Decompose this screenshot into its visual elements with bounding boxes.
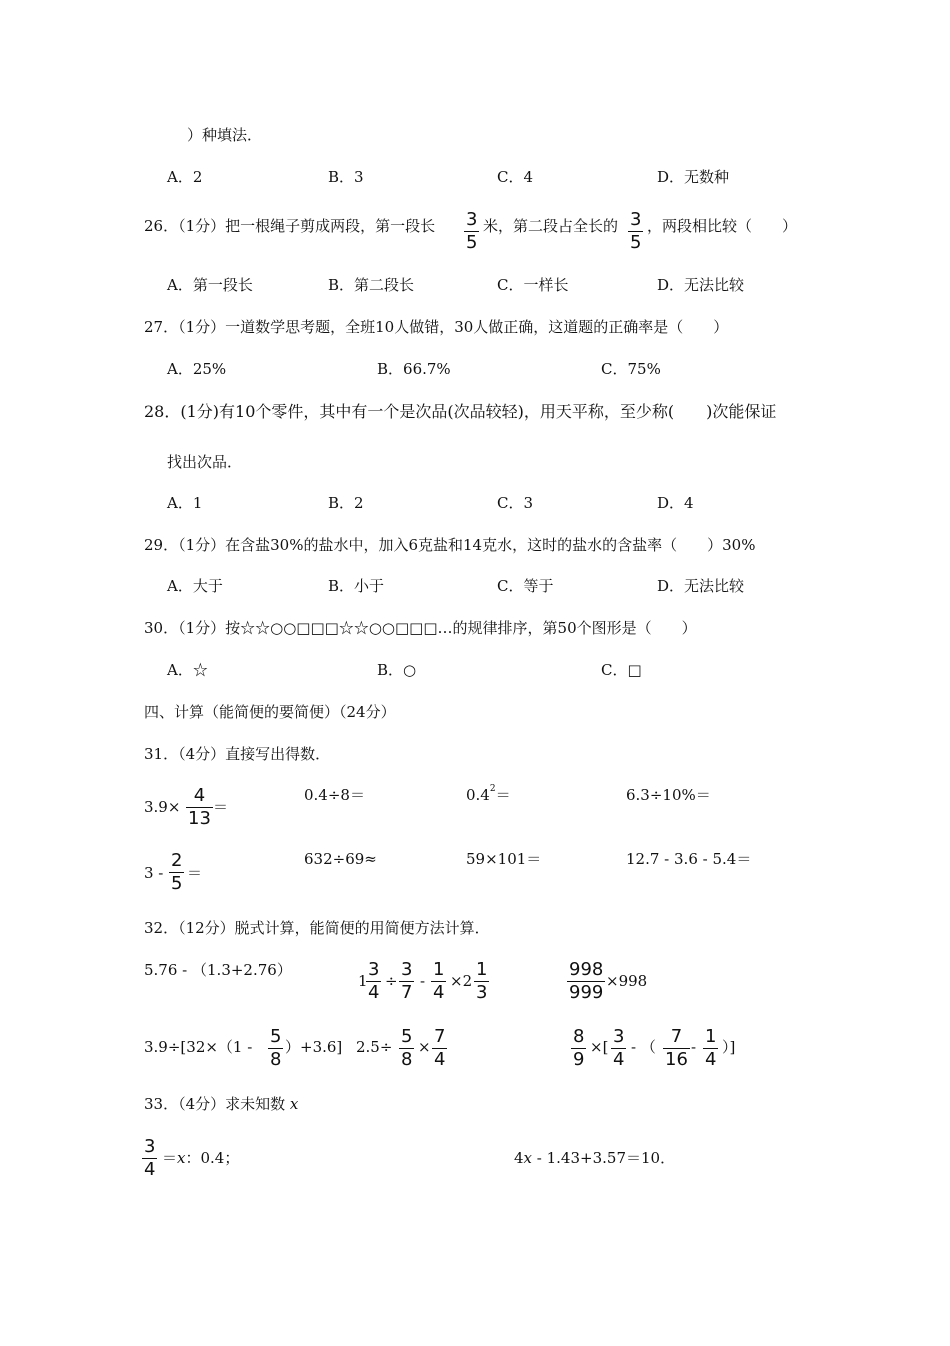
q32-expr-2-frac-2: 3 7 (401, 959, 413, 1003)
q32-expr-2-frac-1: 3 4 (368, 959, 380, 1003)
q32-expr-6-end: ）] (722, 1038, 736, 1056)
q31-title: 31．（4分）直接写出得数． (144, 745, 331, 763)
q32-title: 32．（12分）脱式计算，能简便的用简便方法计算． (144, 919, 490, 937)
q30-option-c[interactable]: C．□ (601, 661, 642, 679)
q26-prefix: 26．（1分）把一根绳子剪成两段，第一段长 (144, 217, 436, 235)
q32-expr-6-frac-1: 8 9 (573, 1026, 585, 1070)
q32-expr-4-lead: 3.9÷[32×（1 - (144, 1038, 253, 1056)
q33-eq-2: 4x - 1.43+3.57＝10． (514, 1149, 676, 1167)
q26-option-b[interactable]: B．第二段长 (328, 276, 415, 294)
q32-expr-1: 5.76 - （1.3+2.76） (144, 961, 292, 979)
q28-line-1: 28．(1分)有10个零件，其中有一个是次品(次品较轻)，用天平称，至少称( )次能保证 (144, 402, 777, 421)
q33-title: 33．（4分）求未知数 x (144, 1095, 299, 1113)
q29-option-b[interactable]: B．小于 (328, 577, 385, 595)
q32-expr-5-lead: 2.5÷ (356, 1038, 393, 1056)
q32-expr-2-frac-3: 1 4 (433, 959, 445, 1003)
q28-line-2: 找出次品． (167, 453, 243, 471)
q31-r2c1-equals: ＝ (187, 864, 203, 882)
q31-r1c1-lead: 3.9× (144, 798, 181, 816)
q31-r2c4: 12.7 - 3.6 - 5.4＝ (626, 850, 752, 868)
q27-text: 27．（1分）一道数学思考题，全班10人做错，30人做正确，这道题的正确率是（ ） (144, 318, 729, 336)
q28-option-a[interactable]: A．1 (167, 494, 203, 512)
q32-expr-3-fraction: 998 999 (569, 959, 604, 1003)
q31-r1c3: $0.4^2=$ (466, 784, 511, 804)
q32-expr-2-frac-4: 1 3 (476, 959, 488, 1003)
q26-fraction-2: 3 5 (630, 209, 642, 253)
q31-r1c4: 6.3÷10%＝ (626, 786, 711, 804)
q25-option-a[interactable]: A．2 (167, 168, 203, 186)
q25-option-b[interactable]: B．3 (328, 168, 364, 186)
q30-text: 30．（1分）按☆☆○○□□□☆☆○○□□□…的规律排序，第50个图形是（ ） (144, 619, 697, 637)
q25-option-d[interactable]: D．无数种 (657, 168, 730, 186)
q29-option-c[interactable]: C．等于 (497, 577, 554, 595)
q32-expr-4-fraction: 5 8 (270, 1026, 282, 1070)
q25-continuation: ）种填法． (187, 126, 263, 144)
q31-r2c1-fraction: 2 5 (171, 850, 183, 894)
q31-r1c1-fraction: 4 13 (188, 785, 211, 829)
q33-eq-1-rest: ＝x：0.4； (162, 1149, 240, 1167)
q32-expr-6-frac-4: 1 4 (705, 1026, 717, 1070)
q32-expr-6-op-3: - (691, 1038, 697, 1056)
q33-eq-1-fraction: 3 4 (144, 1136, 156, 1180)
q27-option-b[interactable]: B．66.7% (377, 360, 451, 378)
q27-option-c[interactable]: C．75% (601, 360, 661, 378)
q32-expr-4-tail: ）+3.6] (285, 1038, 343, 1056)
q29-option-a[interactable]: A．大于 (167, 577, 223, 595)
q32-expr-2-op-3: ×2 (450, 972, 473, 990)
q27-option-a[interactable]: A．25% (167, 360, 227, 378)
q26-option-a[interactable]: A．第一段长 (167, 276, 253, 294)
q32-expr-3-tail: ×998 (606, 972, 648, 990)
q32-expr-6-op-2: - （ (631, 1038, 656, 1056)
q32-expr-6-frac-2: 3 4 (613, 1026, 625, 1070)
q32-expr-6-op-1: ×[ (590, 1038, 609, 1056)
q32-expr-5-frac-2: 7 4 (434, 1026, 446, 1070)
q26-fraction-1: 3 5 (466, 209, 478, 253)
q30-option-a[interactable]: A．☆ (167, 661, 208, 679)
q29-text: 29．（1分）在含盐30%的盐水中，加入6克盐和14克水，这时的盐水的含盐率（ ）30% (144, 536, 756, 554)
q26-middle: 米，第二段占全长的 (483, 217, 619, 235)
q26-option-c[interactable]: C．一样长 (497, 276, 569, 294)
q25-option-c[interactable]: C．4 (497, 168, 534, 186)
q28-option-b[interactable]: B．2 (328, 494, 364, 512)
q28-option-d[interactable]: D．4 (657, 494, 694, 512)
q32-expr-5-frac-1: 5 8 (401, 1026, 413, 1070)
q26-suffix: ，两段相比较（ ） (647, 217, 798, 235)
q31-r2c2: 632÷69≈ (304, 850, 377, 868)
q32-expr-2-op-2: - (420, 972, 426, 990)
q31-r2c1-lead: 3 - (144, 864, 164, 882)
q31-r1c2: 0.4÷8＝ (304, 786, 365, 804)
q28-option-c[interactable]: C．3 (497, 494, 534, 512)
q32-expr-2-op-1: ÷ (385, 972, 398, 990)
q26-option-d[interactable]: D．无法比较 (657, 276, 745, 294)
q32-expr-2-whole: 1 (358, 972, 368, 990)
q31-r2c3: 59×101＝ (466, 850, 542, 868)
q32-expr-5-op: × (418, 1038, 431, 1056)
q30-option-b[interactable]: B．○ (377, 661, 417, 679)
q29-option-d[interactable]: D．无法比较 (657, 577, 745, 595)
section-4-title: 四、计算（能简便的要简便）（24分） (144, 703, 396, 721)
q31-r1c1-equals: ＝ (213, 798, 229, 816)
q32-expr-6-frac-3: 7 16 (665, 1026, 688, 1070)
